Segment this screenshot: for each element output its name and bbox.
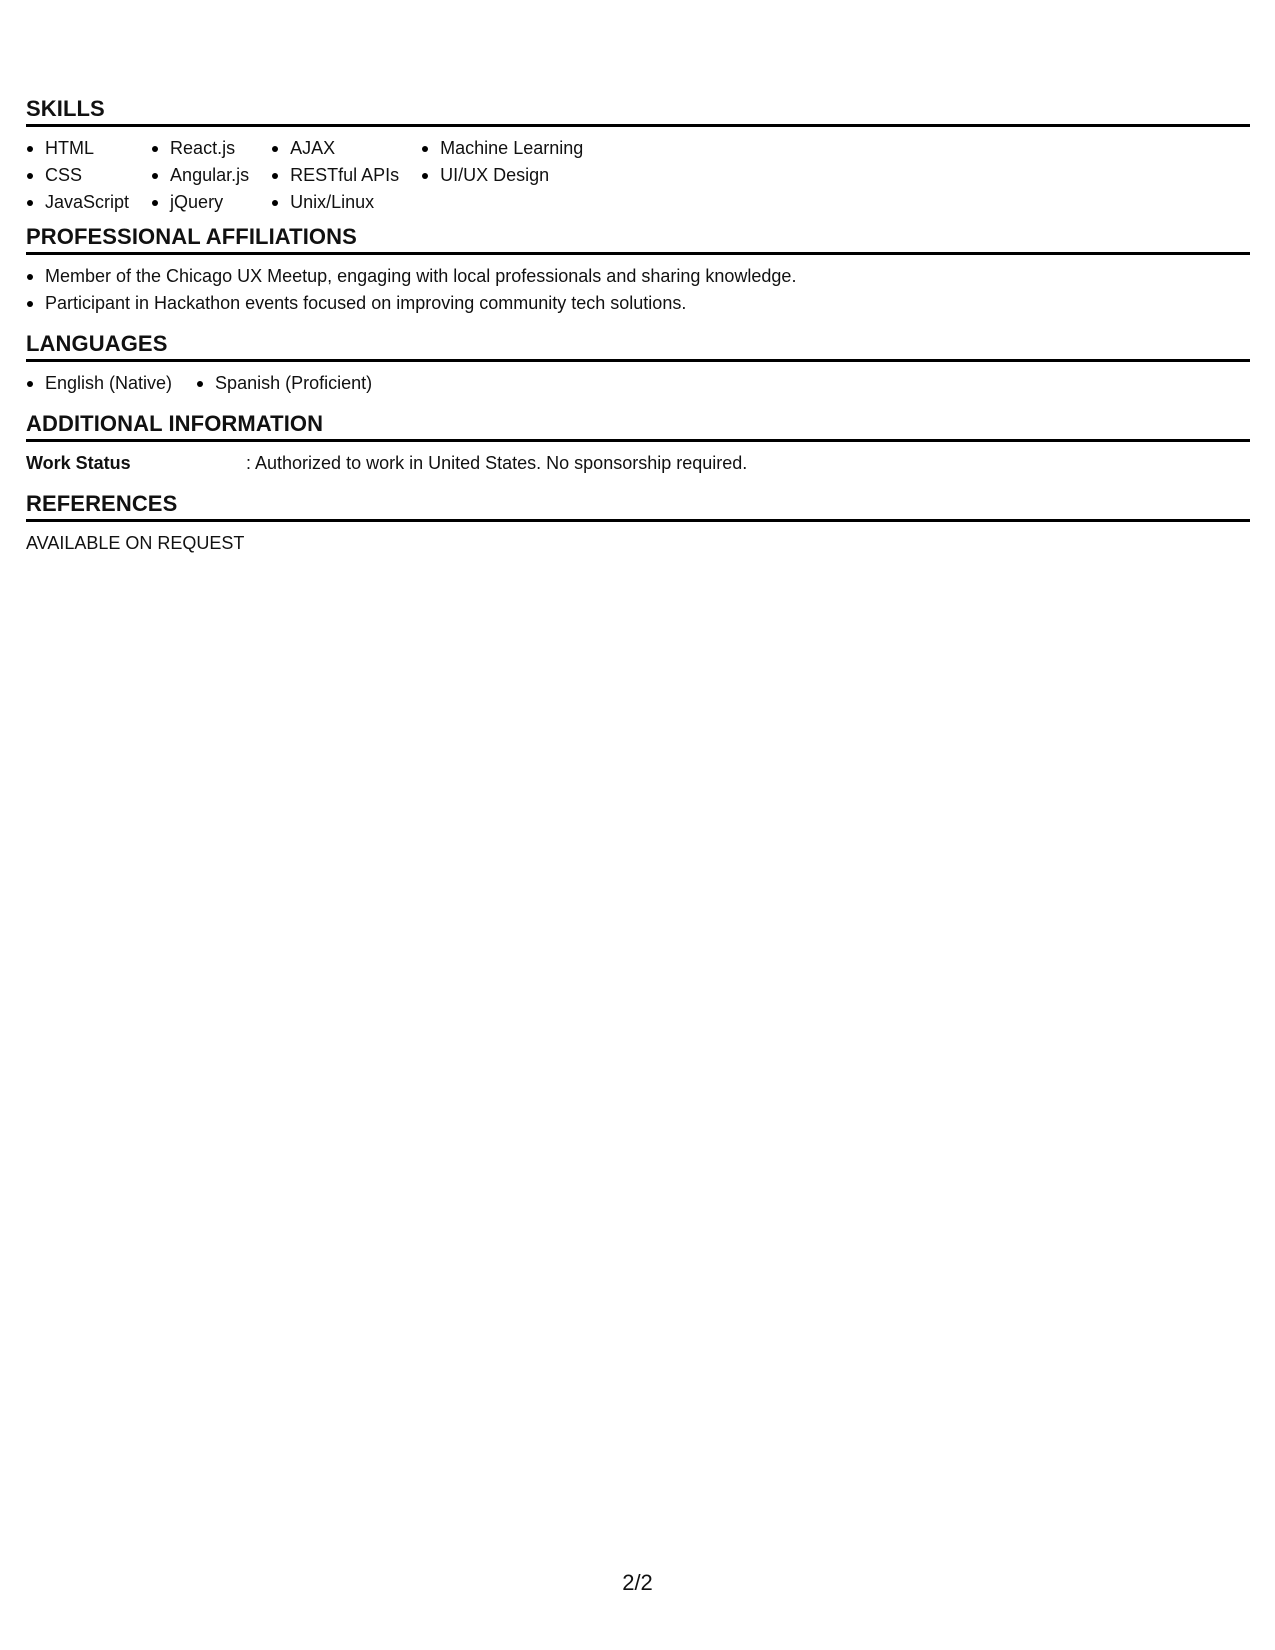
skill-item: Unix/Linux	[271, 189, 399, 216]
page-number: 2/2	[622, 1570, 653, 1595]
skill-item: JavaScript	[26, 189, 129, 216]
skill-item: RESTful APIs	[271, 162, 399, 189]
skill-item: jQuery	[151, 189, 249, 216]
section-title-references: REFERENCES	[26, 491, 178, 516]
work-status-label: Work Status	[26, 453, 131, 473]
skill-item: Angular.js	[151, 162, 249, 189]
skill-item: HTML	[26, 135, 129, 162]
section-divider	[26, 124, 1250, 127]
work-status-value: : Authorized to work in United States. No sponsorship required.	[246, 453, 748, 473]
section-divider	[26, 252, 1250, 255]
skill-item: UI/UX Design	[421, 162, 583, 189]
section-divider	[26, 519, 1250, 522]
section-title-languages: LANGUAGES	[26, 331, 168, 356]
affiliation-item: Participant in Hackathon events focused on improving community tech solutions.	[26, 290, 1250, 317]
references-section	[26, 491, 1250, 557]
section-divider	[26, 359, 1250, 362]
languages-list	[26, 370, 1250, 397]
skills-grid	[26, 135, 1250, 216]
skills-column-2	[151, 135, 249, 216]
skill-item: CSS	[26, 162, 129, 189]
skill-item: Machine Learning	[421, 135, 583, 162]
section-title-skills: SKILLS	[26, 96, 105, 121]
languages-section	[26, 331, 1250, 397]
section-divider	[26, 439, 1250, 442]
skills-column-1	[26, 135, 129, 216]
affiliation-item: Member of the Chicago UX Meetup, engaging with local professionals and sharing knowledge.	[26, 263, 1250, 290]
work-status-row	[26, 450, 1250, 477]
resume-page	[26, 96, 1250, 557]
references-text: AVAILABLE ON REQUEST	[26, 533, 245, 553]
skills-column-4	[421, 135, 583, 216]
skills-section	[26, 96, 1250, 216]
section-title-affiliations: PROFESSIONAL AFFILIATIONS	[26, 224, 357, 249]
skill-item: React.js	[151, 135, 249, 162]
skill-item: AJAX	[271, 135, 399, 162]
affiliations-section	[26, 224, 1250, 317]
section-title-additional-info: ADDITIONAL INFORMATION	[26, 411, 324, 436]
language-item: Spanish (Proficient)	[196, 370, 372, 397]
language-item: English (Native)	[26, 370, 172, 397]
additional-info-section	[26, 411, 1250, 477]
affiliations-list	[26, 263, 1250, 317]
skills-column-3	[271, 135, 399, 216]
